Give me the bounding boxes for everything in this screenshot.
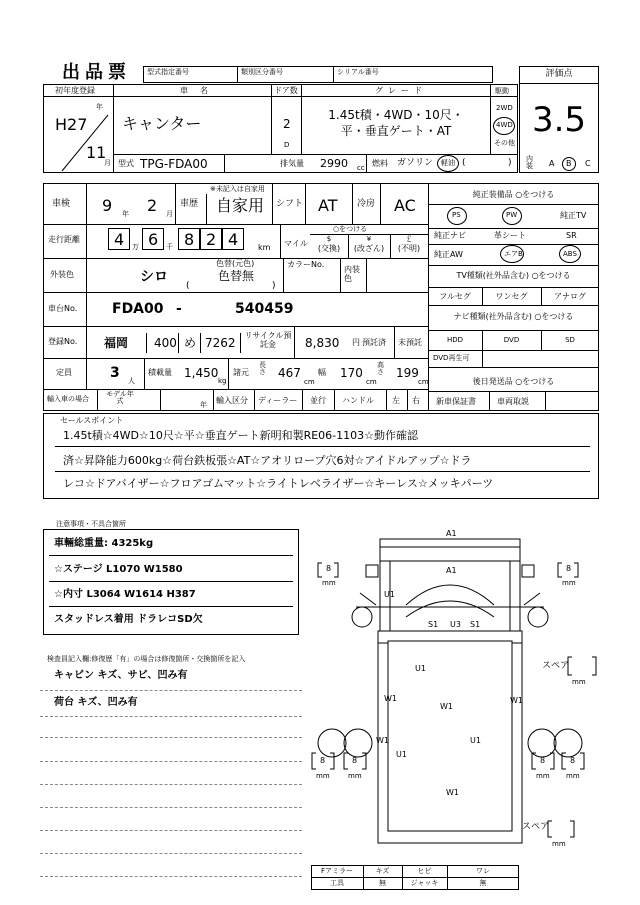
- sales-point-line-3: レコ☆ドアバイザー☆フロアゴムマット☆ライトレベライザー☆キーレス☆メッキパーツ: [63, 477, 494, 490]
- shift: AT: [318, 196, 338, 215]
- note-line-4: スタッドレス着用 ドラレコSD欠: [54, 614, 203, 625]
- diagram-mark-w1-left: W1: [384, 694, 397, 703]
- sales-points-label: セールスポイント: [60, 416, 124, 425]
- handle-left: 左: [392, 396, 400, 405]
- model-year-label: モデル年式: [106, 390, 134, 405]
- import-dealer: ディーラー: [258, 396, 298, 405]
- recycle-done: 預託済: [362, 338, 386, 347]
- drive-label: 駆動: [495, 87, 509, 95]
- diagram-mark-u1-left: U1: [384, 590, 395, 599]
- sales-point-line-2: 済☆昇降能力600kg☆荷台鉄板張☆AT☆アオリロープ穴6対☆アイドルアップ☆ドラ: [63, 454, 472, 467]
- legend-head-2: ヒビ: [417, 867, 432, 875]
- shaken-month: 2: [147, 196, 158, 215]
- interior-a: A: [549, 159, 555, 168]
- fuel-gasoline: ガソリン: [397, 158, 434, 168]
- car-name-label: 車名: [180, 86, 220, 95]
- score-value: 3.5: [531, 100, 587, 140]
- katashiki-shitei-label: 型式指定番号: [147, 68, 189, 76]
- sales-point-line-1: 1.45t積☆4WD☆10尺☆平☆垂直ゲート新明和製RE06-1103☆動作確認: [63, 429, 419, 442]
- dims-label: 諸元: [233, 368, 249, 377]
- diagram-mark-a1-cab: A1: [446, 566, 457, 575]
- reg-kana: め: [184, 336, 197, 350]
- mile-tampered: (改ざん): [353, 244, 385, 253]
- drive-2wd: 2WD: [496, 104, 513, 112]
- car-name: キャンター: [122, 114, 202, 133]
- vehicle-diagram: A1 A1 U1 S1 U3 S1 U1 W1 W1 W1 U1 U1 W1 W1 8 mm 8 mm 8 mm 8 mm 8 mm 8 mm スペア mm スペア mm: [300, 525, 600, 865]
- dvd-playable: DVD再生可: [433, 354, 470, 362]
- mileage-label: 走行距離: [48, 235, 80, 244]
- shaken-year: 9: [102, 196, 113, 215]
- legend-head-1: キズ: [375, 867, 390, 875]
- grade-label: グレード: [375, 86, 427, 95]
- recycle-amount: 8,830: [305, 336, 340, 350]
- length: 467: [278, 366, 301, 380]
- shift-label: シフト: [276, 199, 304, 209]
- recycle-label: リサイクル預託金: [244, 331, 292, 349]
- interior-color-label: 内装色: [344, 265, 360, 283]
- spare-label-lower: スペア: [522, 822, 550, 832]
- chassis-prefix: FDA00: [112, 301, 164, 317]
- chassis-label: 車台No.: [48, 304, 78, 313]
- legend-row-0: 工具: [330, 879, 344, 887]
- tv-analog: アナログ: [554, 292, 586, 301]
- fuel-label: 燃料: [372, 159, 388, 168]
- interior-label: 内装: [526, 155, 533, 170]
- navi-hdd: HDD: [446, 336, 464, 344]
- mile-unknown: (不明): [397, 244, 421, 253]
- equip-ps: PS: [452, 211, 461, 219]
- import-label: 輸入車の場合: [47, 395, 89, 403]
- vehicle-manual: 車両取説: [497, 397, 529, 406]
- displacement: 2990: [320, 157, 348, 170]
- exterior-color: シロ: [140, 269, 168, 285]
- first-reg-month: 11: [86, 143, 107, 162]
- history-label: 車歴: [180, 199, 199, 209]
- diagram-mark-u1-lower: U1: [396, 750, 407, 759]
- genuine-equipment-title: 純正装備品 ○をつける: [472, 190, 555, 199]
- diagram-mark-w1-bottom: W1: [446, 788, 459, 797]
- color-change: 色替無: [218, 269, 255, 283]
- tire-depth-rr2: 8: [570, 756, 576, 765]
- new-car-warranty: 新車保証書: [436, 397, 476, 406]
- note-line-3: ☆内寸 L3064 W1614 H387: [54, 589, 196, 600]
- first-reg-year: H27: [55, 115, 88, 134]
- navi-type-title: ナビ種類(社外品含む) ○をつける: [453, 312, 574, 321]
- exterior-color-label: 外装色: [50, 270, 74, 279]
- aircon: AC: [394, 196, 416, 215]
- grade-line-2: 平・垂直ゲート・AT: [340, 124, 452, 138]
- tire-depth-fr: 8: [566, 564, 572, 573]
- model: TPG-FDA00: [140, 157, 208, 171]
- document-title: 出品票: [62, 62, 131, 83]
- handle-label: ハンドル: [342, 396, 374, 405]
- equip-genuine-tv: 純正TV: [560, 211, 587, 220]
- handle-right: 右: [412, 396, 420, 405]
- height: 199: [396, 366, 419, 380]
- mile-label: マイル: [284, 239, 308, 248]
- tv-fullseg: フルセグ: [439, 292, 471, 301]
- diagram-mark-s1-left: S1: [428, 620, 439, 629]
- equip-leather: 革シート: [494, 231, 526, 240]
- equip-genuine-navi: 純正ナビ: [434, 231, 466, 240]
- doors-label: ドア数: [274, 86, 298, 95]
- inspector-line-2: 荷台 キズ、凹み有: [54, 697, 138, 708]
- diagram-mark-s1-right: S1: [470, 620, 481, 629]
- diagram-mark-w1-lower: W1: [376, 736, 389, 745]
- model-label: 型式: [118, 159, 134, 168]
- tv-type-title: TV種類(社外品含む) ○をつける: [456, 271, 571, 280]
- legend-row-3: 無: [479, 879, 487, 887]
- displacement-label: 排気量: [280, 159, 304, 168]
- equip-abs: ABS: [563, 250, 577, 258]
- chassis-number: 540459: [235, 301, 294, 317]
- fuel-diesel: 軽油: [441, 159, 455, 167]
- diagram-mark-u1-bed: U1: [415, 664, 426, 673]
- capacity-label: 定員: [56, 368, 72, 377]
- mile-exchange: (交換): [317, 244, 341, 253]
- ruibetsu-label: 類別区分番号: [241, 68, 283, 76]
- import-type-label: 輸入区分: [216, 396, 248, 405]
- notes-label: 注意事項・不具合箇所: [56, 520, 126, 528]
- legend-row-1: 無: [379, 879, 386, 887]
- interior-c: C: [585, 159, 591, 168]
- recycle-not: 未預託: [398, 338, 422, 347]
- reg-label: 登録No.: [48, 337, 78, 346]
- reg-number: 7262: [205, 336, 236, 350]
- diagram-mark-u3: U3: [450, 620, 461, 629]
- navi-dvd: DVD: [503, 336, 520, 344]
- aircon-label: 冷房: [357, 199, 376, 209]
- note-line-1: 車輛総重量: 4325kg: [54, 538, 154, 549]
- door-count: 2: [283, 117, 291, 131]
- load-label: 積載量: [148, 368, 172, 377]
- legend-head-0: Fアミラー: [320, 867, 354, 875]
- legend-row-2: ジャッキ: [410, 879, 439, 887]
- diagram-mark-w1-right: W1: [510, 696, 523, 705]
- width: 170: [340, 366, 363, 380]
- reg-area: 福岡: [104, 336, 129, 350]
- score-label: 評価点: [545, 69, 573, 79]
- history: 自家用: [216, 196, 265, 215]
- color-change-label: 色替(元色): [216, 259, 255, 268]
- tv-oneseg: ワンセグ: [495, 292, 528, 301]
- equip-airbag: エアB: [504, 250, 523, 258]
- tire-depth-rr1: 8: [540, 756, 546, 765]
- load: 1,450: [184, 366, 219, 380]
- mileage-digits: 4 万 6 千 8 2 4 km: [108, 228, 276, 256]
- equip-pw: PW: [506, 211, 518, 219]
- drive-other: その他: [494, 139, 515, 147]
- tire-depth-rl2: 8: [352, 756, 358, 765]
- reg-class: 400: [154, 336, 177, 350]
- note-line-2: ☆ステージ L1070 W1580: [54, 564, 183, 575]
- diagram-mark-w1-center: W1: [440, 702, 453, 711]
- mile-circle-note: ○をつける: [333, 225, 368, 233]
- drive-4wd: 4WD: [496, 121, 513, 129]
- serial-label: シリアル番号: [337, 68, 379, 76]
- spare-label-upper: スペア: [542, 661, 570, 671]
- inspector-label: 検査員記入欄:修復歴「有」の場合は修復箇所・交換箇所を記入: [47, 655, 246, 663]
- tire-depth-rl1: 8: [320, 756, 326, 765]
- tire-depth-fl: 8: [326, 564, 332, 573]
- aftermarket-title: 後日発送品 ○をつける: [472, 377, 555, 386]
- diagram-mark-a1-top: A1: [446, 529, 457, 538]
- shaken-label: 車検: [52, 199, 71, 209]
- first-reg-label: 初年度登録: [55, 86, 95, 95]
- equip-genuine-aw: 純正AW: [434, 250, 463, 259]
- diagram-mark-u1-right: U1: [470, 736, 481, 745]
- capacity: 3: [110, 365, 120, 381]
- import-parallel: 並行: [310, 396, 326, 405]
- equip-sr: SR: [566, 231, 577, 240]
- color-no-label: カラーNo.: [287, 260, 325, 269]
- navi-sd: SD: [565, 336, 575, 344]
- inspector-line-1: キャビン キズ、サビ、凹み有: [54, 670, 188, 681]
- legend-head-3: ワレ: [476, 867, 490, 875]
- grade-line-1: 1.45t積・4WD・10尺・: [328, 108, 464, 122]
- interior-b: B: [566, 159, 572, 168]
- usage-note: ※未記入は自家用: [210, 185, 265, 193]
